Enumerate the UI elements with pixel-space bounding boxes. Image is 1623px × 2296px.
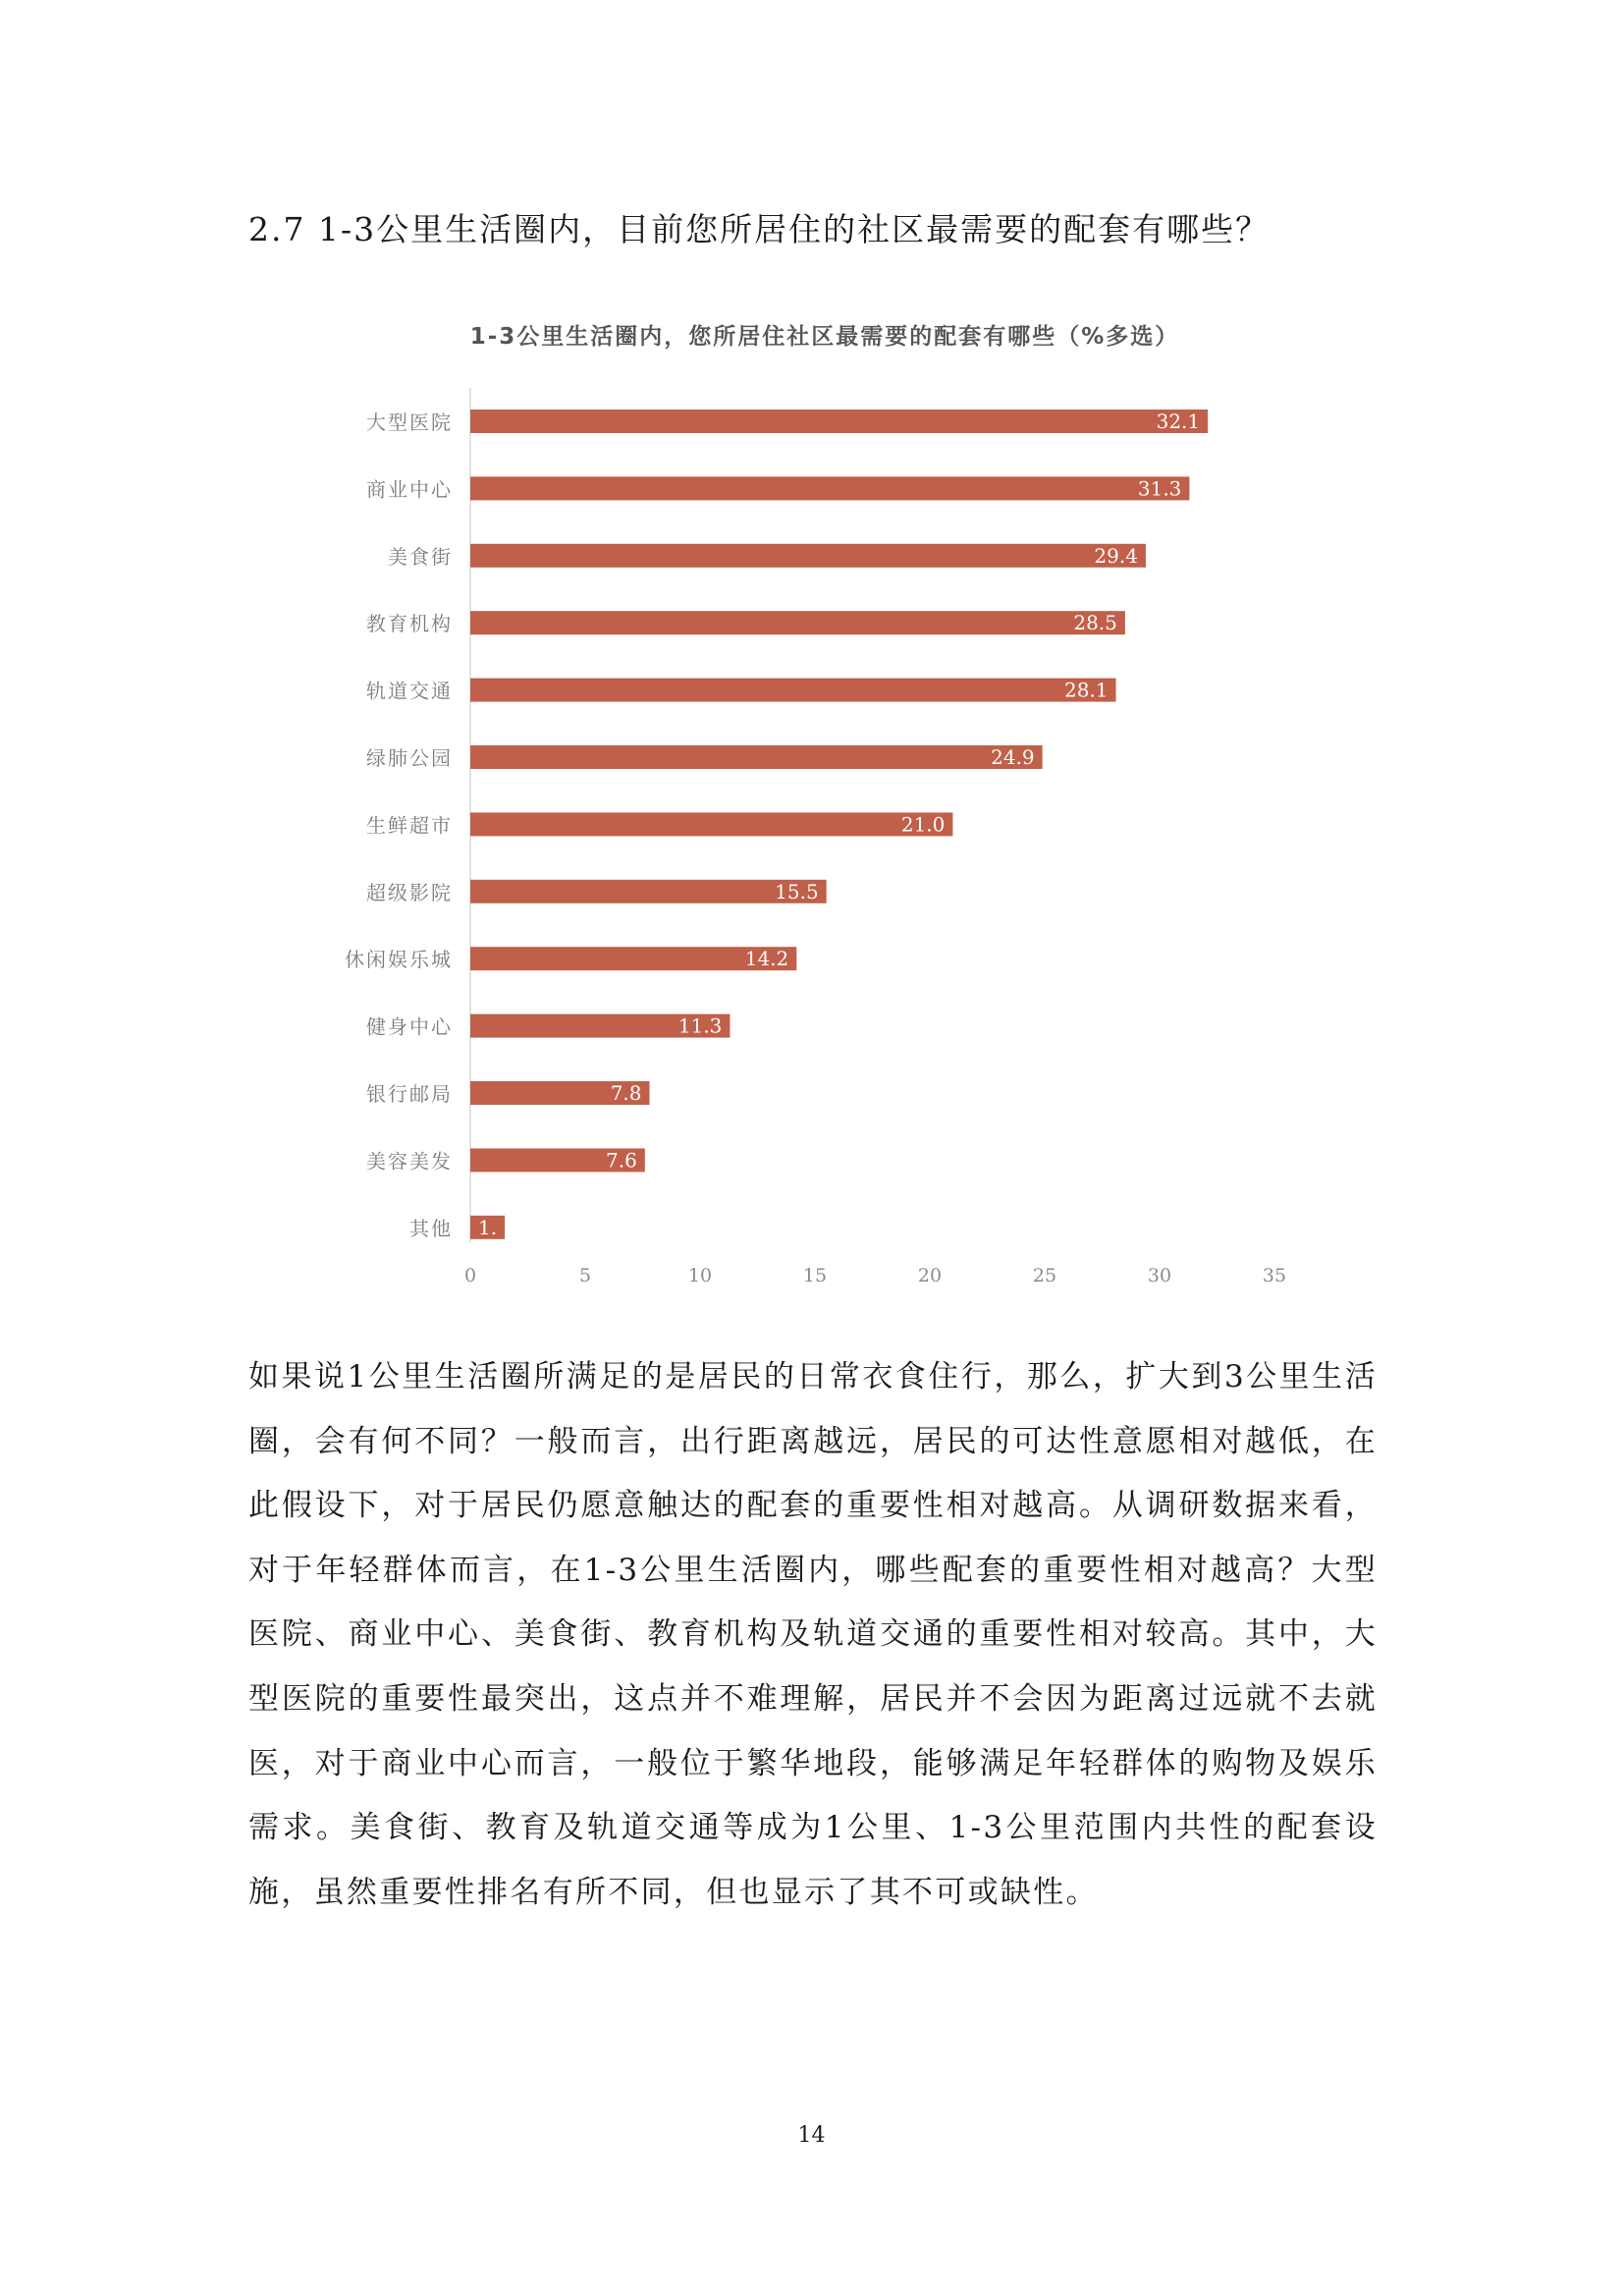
chart-plot — [314, 295, 1335, 1316]
category-label: 超级影院 — [366, 880, 453, 904]
data-label: 11.3 — [677, 1013, 723, 1038]
category-label: 生鲜超市 — [366, 813, 453, 838]
category-label: 商业中心 — [366, 477, 453, 502]
data-label: 15.5 — [775, 879, 819, 903]
bar — [470, 812, 952, 836]
data-label: 14.2 — [744, 947, 789, 971]
chart-title: 1-3公里生活圈内，您所居住社区最需要的配套有哪些（%多选） — [469, 324, 1180, 350]
category-label: 教育机构 — [366, 612, 453, 636]
x-tick-label: 15 — [802, 1265, 828, 1286]
x-tick-label: 0 — [463, 1265, 477, 1286]
category-label: 绿肺公园 — [366, 746, 453, 770]
category-label: 大型医院 — [366, 410, 453, 434]
x-tick-label: 20 — [917, 1265, 943, 1286]
x-tick-label: 10 — [687, 1265, 713, 1286]
data-label: 1. — [478, 1215, 498, 1239]
data-label: 28.5 — [1073, 611, 1117, 635]
bar — [470, 880, 827, 903]
data-label: 7.8 — [610, 1081, 642, 1105]
x-tick-label: 5 — [578, 1265, 592, 1286]
bar — [470, 544, 1146, 568]
data-label: 7.6 — [606, 1148, 637, 1173]
bar — [470, 679, 1116, 702]
x-tick-label: 30 — [1147, 1265, 1172, 1286]
data-label: 32.1 — [1156, 410, 1201, 433]
category-label: 健身中心 — [366, 1014, 453, 1039]
section-heading: 2.7 1-3公里生活圈内，目前您所居住的社区最需要的配套有哪些？ — [248, 210, 1271, 248]
bar-chart — [314, 295, 1335, 1316]
bar — [470, 476, 1189, 500]
x-tick-label: 25 — [1032, 1265, 1057, 1286]
category-label: 其他 — [409, 1216, 453, 1240]
category-label: 美容美发 — [366, 1149, 453, 1174]
data-label: 31.3 — [1137, 476, 1182, 501]
category-label: 银行邮局 — [366, 1082, 453, 1106]
category-label: 轨道交通 — [366, 679, 453, 703]
data-label: 29.4 — [1094, 543, 1138, 568]
bar — [470, 410, 1208, 433]
body-paragraph: 如果说1公里生活圈所满足的是居民的日常衣食住行，那么，扩大到3公里生活圈，会有何不同？一般而言，出行距离越远，居民的可达性意愿相对越低，在此假设下，对于居民仍愿意触达的配套的重要性相对越高。从调研数据来看，对于年轻群体而言，在1-3公里生活圈内，哪些配套的重要性相对越高？大型医院、商业中心、美食街、教育机构及轨道交通的重要性相对较高。其中，大型医院的重要性最突出，这点并不难理解，居民并不会因为距离过远就不去就医，对于商业中心而言，一般位于繁华地段，能够满足年轻群体的购物及娱乐需求。美食街、教育及轨道交通等成为1公里、1-3公里范围内共性的配套设施，虽然重要性排名有所不同，但也显示了其不可或缺性。 — [248, 1359, 1378, 1910]
data-label: 24.9 — [991, 745, 1035, 769]
category-label: 美食街 — [388, 544, 453, 569]
bar — [470, 745, 1043, 769]
data-label: 21.0 — [900, 812, 946, 837]
category-label: 休闲娱乐城 — [345, 948, 453, 972]
page-number: 14 — [797, 2123, 826, 2148]
x-tick-label: 35 — [1262, 1265, 1287, 1286]
bar — [470, 611, 1125, 634]
data-label: 28.1 — [1064, 678, 1109, 702]
